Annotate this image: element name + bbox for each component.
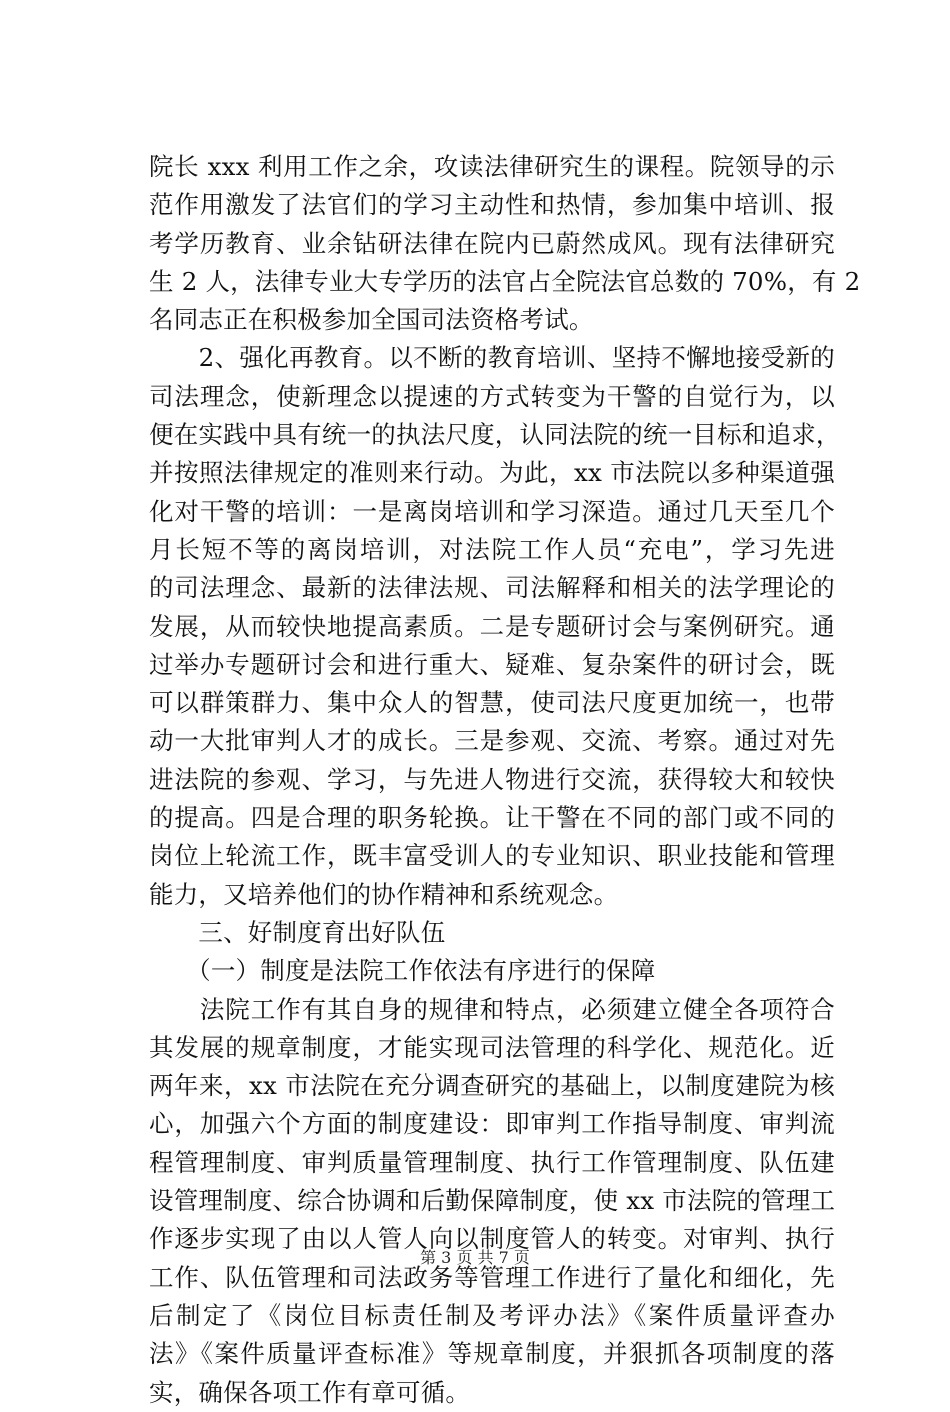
text-line: 发展，从而较快地提高素质。二是专题研讨会与案例研究。通	[149, 611, 835, 641]
text-line: 能力，又培养他们的协作精神和系统观念。	[149, 879, 619, 909]
text-line: 可以群策群力、集中众人的智慧，使司法尺度更加统一，也带	[149, 688, 835, 718]
text-line: 2、强化再教育。以不断的教育培训、坚持不懈地接受新的	[149, 343, 835, 373]
text-line: 的提高。四是合理的职务轮换。让干警在不同的部门或不同的	[149, 803, 835, 833]
text-line: 月长短不等的离岗培训，对法院工作人员“充电”，学习先进	[149, 534, 835, 564]
text-line: 名同志正在积极参加全国司法资格考试。	[149, 305, 594, 335]
text-line: 法院工作有其自身的规律和特点，必须建立健全各项符合	[149, 994, 835, 1024]
text-line: 司法理念，使新理念以提速的方式转变为干警的自觉行为，以	[149, 381, 835, 411]
text-line: 院长 xxx 利用工作之余，攻读法律研究生的课程。院领导的示	[149, 152, 835, 181]
text-line: 实，确保各项工作有章可循。	[149, 1377, 471, 1407]
text-line: 化对干警的培训：一是离岗培训和学习深造。通过几天至几个	[149, 496, 835, 526]
text-line: 工作、队伍管理和司法政务等管理工作进行了量化和细化，先	[149, 1262, 835, 1292]
page-footer: 第 3 页 共 7 页	[420, 1248, 530, 1267]
text-line: 进法院的参观、学习，与先进人物进行交流，获得较大和较快	[149, 764, 835, 794]
text-line: 法》《案件质量评查标准》等规章制度，并狠抓各项制度的落	[149, 1339, 835, 1369]
text-line: （一）制度是法院工作依法有序进行的保障	[149, 956, 656, 986]
text-line: 并按照法律规定的准则来行动。为此，xx 市法院以多种渠道强	[149, 458, 835, 488]
text-line: 程管理制度、审判质量管理制度、执行工作管理制度、队伍建	[149, 1147, 835, 1177]
text-line: 过举办专题研讨会和进行重大、疑难、复杂案件的研讨会，既	[149, 649, 835, 679]
text-line: 三、好制度育出好队伍	[149, 917, 446, 947]
text-line: 设管理制度、综合协调和后勤保障制度，使 xx 市法院的管理工	[149, 1186, 836, 1216]
text-line: 后制定了《岗位目标责任制及考评办法》《案件质量评查办	[149, 1300, 835, 1330]
text-line: 两年来，xx 市法院在充分调查研究的基础上，以制度建院为核	[149, 1071, 835, 1101]
text-line: 的司法理念、最新的法律法规、司法解释和相关的法学理论的	[149, 573, 835, 603]
text-line: 便在实践中具有统一的执法尺度，认同法院的统一目标和追求，	[149, 420, 841, 450]
text-line: 动一大批审判人才的成长。三是参观、交流、考察。通过对先	[149, 726, 835, 756]
text-line: 考学历教育、业余钻研法律在院内已蔚然成风。现有法律研究	[149, 228, 835, 258]
text-line: 生 2 人，法律专业大专学历的法官占全院法官总数的 70%，有 2	[149, 266, 861, 296]
text-line: 范作用激发了法官们的学习主动性和热情，参加集中培训、报	[149, 190, 835, 220]
text-line: 岗位上轮流工作，既丰富受训人的专业知识、职业技能和管理	[149, 841, 835, 871]
document-body	[149, 148, 861, 1412]
text-line: 其发展的规章制度，才能实现司法管理的科学化、规范化。近	[149, 1032, 835, 1062]
text-line: 心，加强六个方面的制度建设：即审判工作指导制度、审判流	[149, 1109, 835, 1139]
text-line: 作逐步实现了由以人管人向以制度管人的转变。对审判、执行	[149, 1224, 835, 1254]
